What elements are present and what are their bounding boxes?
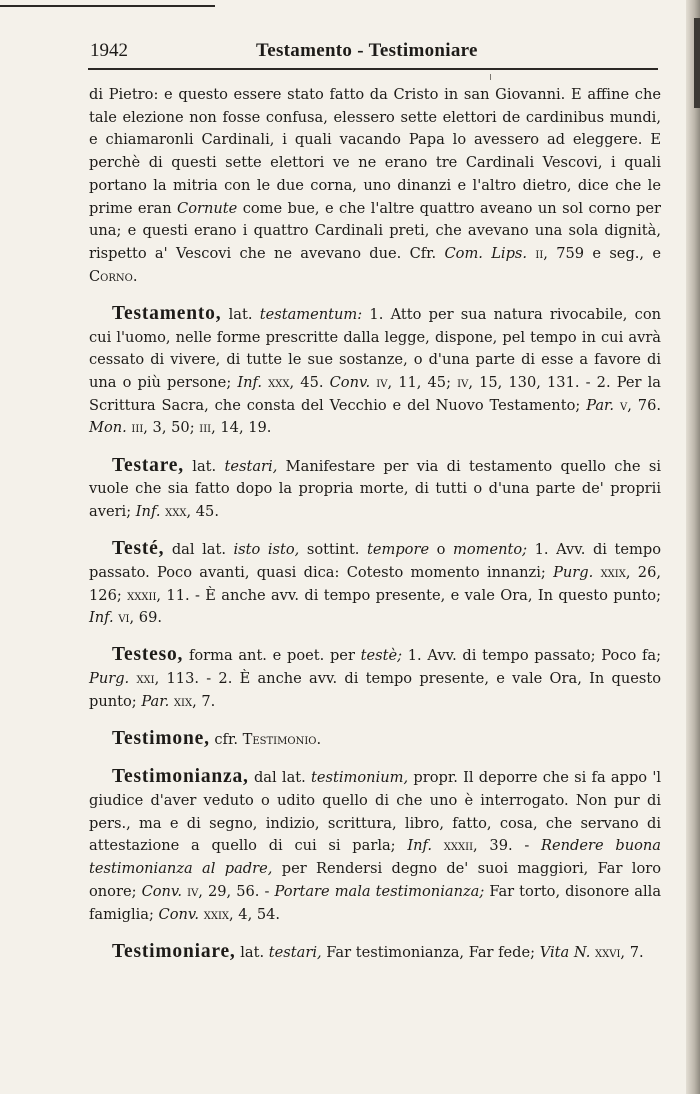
citation-numeral: xxxii — [127, 586, 157, 604]
text-run: . — [316, 731, 322, 749]
citation-work: Purg. — [553, 563, 594, 581]
definition-text: per Rendersi degno de' suoi maggiori, Far loro onore; — [89, 860, 661, 900]
citation-numeral: ii — [535, 244, 544, 262]
citation-numeral: iii — [199, 419, 212, 437]
text-run: , 14, 19. — [211, 419, 272, 437]
italic-phrase: Rendere buona testimonianza al padre, — [89, 837, 661, 878]
entry-testimone — [89, 728, 661, 752]
page-number: 1942 — [90, 40, 128, 61]
citation-numeral: xxxii — [443, 837, 474, 855]
italic-run: testè; — [360, 647, 403, 665]
etymology: testari, — [268, 943, 322, 961]
text-run: , 39. - — [473, 837, 542, 855]
text-run: forma ant. e poet. per — [183, 647, 361, 665]
definition-text: , 113. - 2. È anche avv. di tempo presente, e vale Ora, In questo punto; — [89, 670, 662, 710]
definition-text: , 11. - È anche avv. di tempo presente, e vale Ora, In questo punto; — [156, 586, 661, 604]
citation-work: Conv. — [141, 882, 183, 900]
text-run: . — [132, 267, 138, 285]
text-run: , 3, 50; — [143, 419, 200, 437]
definition-text: 1. Atto per sua natura rivocabile, con cui l'uomo, nelle forme prescritte dalla legge, dispone, pel tempo in cui avrà cessato di vivere, di tutte le sue sostanze, o d'una parte di esse a favore di una o più persone; — [89, 305, 662, 391]
italic-run: Cornute — [177, 199, 238, 217]
headword: Testare, — [112, 454, 184, 476]
text-run: sottint. — [299, 541, 367, 559]
etymology: testamentum: — [259, 305, 363, 323]
print-mark — [490, 74, 491, 80]
text-run: , 759 e seg., e — [543, 244, 661, 262]
headword: Testé, — [112, 538, 165, 560]
continuation-paragraph — [89, 84, 661, 288]
citation-work: Purg. — [89, 670, 130, 688]
cross-reference: Corno — [89, 267, 133, 285]
page-header — [88, 36, 658, 66]
text-run: , 7. — [620, 943, 644, 961]
italic-phrase: Portare mala testimonianza; — [274, 882, 485, 900]
citation-numeral: vi — [118, 609, 130, 627]
text-run: , 7. — [192, 692, 216, 710]
headword: Testeso, — [112, 644, 184, 666]
citation-numeral: iv — [187, 882, 199, 900]
citation-numeral: xxix — [600, 563, 626, 581]
text-run: cfr. — [209, 731, 243, 749]
text-run: dal lat. — [248, 769, 312, 787]
citation-work: Inf. — [237, 373, 263, 391]
citation-work: Vita N. — [539, 943, 591, 961]
definition-text: Far testimonianza, Far fede; — [321, 943, 540, 961]
citation-work: Par. — [141, 692, 170, 710]
text-run: , 26, 126; — [89, 563, 661, 604]
dictionary-text — [89, 84, 661, 964]
definition-text: Manifestare per via di testamento quello che si vuole che sia fatto dopo la propria morte, di tutti o d'una parte de' proprii averi; — [89, 457, 661, 520]
text-run: lat. — [183, 457, 225, 475]
header-rule — [88, 68, 658, 70]
citation-work: Par. — [586, 396, 615, 414]
running-head: Testamento - Testimoniare — [256, 40, 478, 61]
citation-work: Conv. — [158, 905, 200, 923]
entry-testimoniare — [89, 941, 661, 965]
citation-work: Inf. — [135, 502, 161, 520]
page-edge-shadow — [686, 0, 700, 1094]
headword: Testamento, — [112, 302, 222, 324]
headword: Testimonianza, — [112, 766, 249, 788]
text-run: di Pietro: e questo essere stato fatto da Cristo in san Giovanni. E affine che tale elezione non fosse confusa, elessero sette elettori de cardinibus mundi, e chiamaronli Cardinali, i quali vacando Papa lo avessero ad eleggere. E perchè di questi sette elettori ve ne erano tre Cardinali Vescovi, i quali portano la mitria con le due corna, uno dinanzi e l'altro dietro, dice che le prime eran — [89, 86, 661, 217]
text-run: , 69. — [129, 609, 162, 627]
text-run: lat. — [221, 305, 260, 323]
citation-numeral: iv — [376, 373, 388, 391]
entry-testamento — [89, 303, 661, 440]
citation-numeral: iii — [131, 419, 144, 437]
definition-text: Far torto, disonore alla famiglia; — [89, 882, 662, 923]
text-run: , 29, 56. - — [198, 882, 275, 900]
definition-text: 1. Avv. di tempo passato; Poco fa; — [402, 647, 661, 665]
entry-testare — [89, 455, 661, 524]
citation-numeral: xix — [173, 692, 193, 710]
citation-work: Conv. — [329, 373, 371, 391]
definition-text: , 15, 130, 131. - 2. Per la Scrittura Sacra, che consta del Vecchio e del Nuovo Testamento; — [89, 373, 661, 414]
headword: Testimone, — [112, 728, 210, 750]
text-run: , 76. — [627, 396, 661, 414]
text-run: , 11, 45; — [387, 373, 458, 391]
text-run: , 4, 54. — [229, 905, 281, 923]
text-run: o — [429, 541, 453, 559]
text-run: come bue, e che l'altre quattro aveano un sol corno per una; e questi erano i quattro Cardinali preti, che avevano una sola dignità, rispetto a' Vescovi che ne avevano due. Cfr. — [89, 199, 661, 262]
headword: Testimoniare, — [112, 940, 236, 962]
text-run: , 45. — [186, 502, 219, 520]
etymology: testari, — [224, 457, 278, 475]
citation-work: Inf. — [89, 609, 114, 627]
italic-run: tempore — [367, 541, 430, 559]
citation-numeral: xxx — [268, 373, 290, 391]
entry-testimonianza — [89, 766, 661, 926]
citation-work: Inf. — [407, 837, 433, 855]
definition-text: propr. Il deporre che si fa appo 'l giudice d'aver veduto o udito quello di che uno è interrogato. Non pur di pers., ma e di segno, indizio, scrittura, libro, fatto, cosa, che servano di attestazione a quello di cui si parla; — [89, 769, 662, 855]
etymology: testimonium, — [311, 769, 409, 787]
top-edge-rule — [0, 5, 215, 7]
definition-text: 1. Avv. di tempo passato. Poco avanti, quasi dica: Cotesto momento innanzi; — [89, 541, 661, 581]
text-run: lat. — [235, 943, 269, 961]
text-run: , 45. — [289, 373, 330, 391]
text-run: dal lat. — [164, 541, 234, 559]
citation-work: Mon. — [89, 419, 127, 437]
cross-reference: Testimonio — [242, 731, 317, 749]
citation-work: Com. Lips. — [444, 244, 528, 262]
etymology: isto isto, — [233, 541, 300, 559]
citation-numeral: xxi — [136, 670, 155, 688]
italic-run: momento; — [452, 541, 528, 559]
citation-numeral: v — [620, 396, 628, 414]
citation-numeral: xxx — [165, 502, 187, 520]
citation-numeral: xxvi — [595, 943, 621, 961]
citation-numeral: iv — [457, 373, 469, 391]
entry-testeso — [89, 644, 661, 713]
entry-teste — [89, 538, 661, 630]
citation-numeral: xxix — [203, 905, 230, 923]
page-edge-mark — [694, 18, 700, 108]
